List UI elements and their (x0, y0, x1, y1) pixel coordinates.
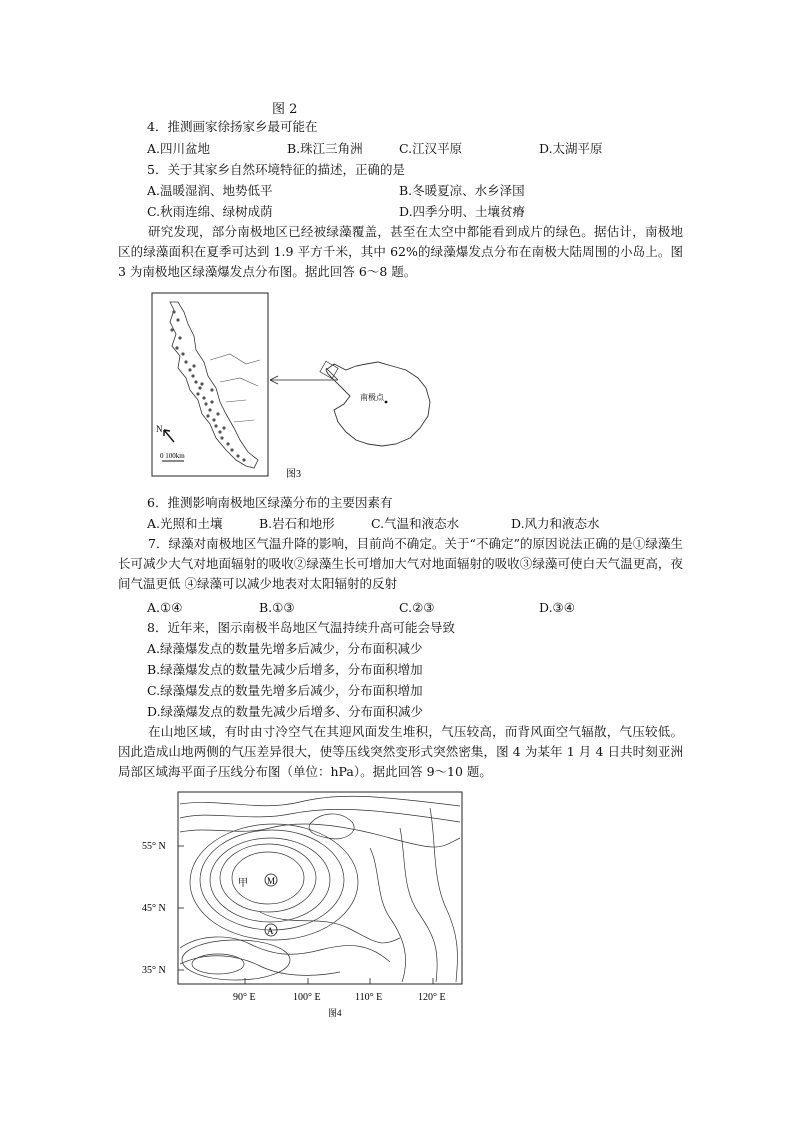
q5-stem: 5．关于其家乡自然环境特征的描述，正确的是 (147, 162, 405, 177)
q4-option-d: D.太湖平原 (539, 141, 603, 156)
fig3-peninsula-outline (170, 302, 258, 468)
fig3-locator-box (320, 361, 338, 378)
q6-option-b: B.岩石和地形 (259, 516, 335, 531)
fig2-caption: 图 2 (272, 102, 298, 117)
q8-option-d: D.绿藻爆发点的数量先减少后增多、分布面积减少 (147, 704, 424, 719)
q4-stem: 4．推测画家徐扬家乡最可能在 (147, 119, 318, 134)
q6-option-a: A.光照和土壤 (147, 516, 223, 531)
fig3-coast-detail (210, 354, 260, 422)
q8-option-a: A.绿藻爆发点的数量先增多后减少，分布面积减少 (147, 641, 423, 656)
fig3-map (150, 290, 450, 485)
q7-stem: 7．绿藻对南极地区气温升降的影响，目前尚不确定。关于“不确定”的原因说法正确的是①绿藻生长可减少大气对地面辐射的吸收②绿藻生长可增加大气对地面辐射的吸收③绿藻可使白天气温更高，夜间气温更低 ④绿藻可以减少地表对太阳辐射的反射 (118, 536, 683, 591)
q4-option-a: A.四川盆地 (147, 141, 211, 156)
fig3-bloom-points (170, 310, 245, 461)
fig3-scale-label: 0 100km (160, 452, 185, 460)
q6-stem: 6．推测影响南极地区绿藻分布的主要因素有 (147, 495, 393, 510)
fig3-antarctica-outline (326, 362, 430, 446)
passage-isobar: 在山地区域，有时由寸冷空气在其迎风面发生堆积，气压较高，而背风面空气辐散，气压较低。因此造成山地两侧的气压差异很大，使等压线突然变形式突然密集，图 4 为某年 1 月 4 日共时刻亚洲局部区域海平面子压线分布图（单位：hPa）。据此回答 9～10 题。 (118, 724, 683, 779)
fig4-lon-90: 90° E (233, 992, 256, 1003)
fig4-lon-100: 100° E (293, 992, 321, 1003)
q7-option-b: B.①③ (259, 600, 295, 615)
fig4-point-a: A (267, 926, 274, 936)
fig4-lon-110: 110° E (355, 992, 383, 1003)
q8-option-c: C.绿藻爆发点的数量先增多后减少，分布面积增加 (147, 683, 423, 698)
q7-option-a: A.①④ (147, 600, 183, 615)
q6-option-c: C.气温和液态水 (371, 516, 460, 531)
q6-option-d: D.风力和液态水 (511, 516, 600, 531)
fig3-north-label: N (156, 424, 163, 434)
fig4-frame (178, 792, 462, 984)
passage-green-algae: 研究发现，部分南极地区已经被绿藻覆盖，甚至在太空中都能看到成片的绿色。据估计，南极地区的绿藻面积在夏季可达到 1.9 平方千米，其中 62%的绿藻爆发点分布在南极大陆周围的小岛上。图 3 为南极地区绿藻爆发点分布图。据此回答 6～8 题。 (118, 224, 683, 279)
q4-option-c: C.江汉平原 (399, 141, 463, 156)
q7-option-c: C.②③ (399, 600, 435, 615)
fig3-inset-frame (152, 293, 268, 476)
fig4-isobars (180, 796, 460, 982)
fig4-isobar-map (140, 788, 480, 1028)
fig4-lat-35: 35° N (142, 965, 166, 976)
fig3-south-pole-dot (385, 401, 388, 404)
q5-option-b: B.冬暖夏凉、水乡泽国 (399, 183, 525, 198)
fig3-pole-label: 南极点 (360, 393, 384, 402)
fig4-caption: 图4 (328, 1008, 342, 1018)
fig4-lon-120: 120° E (418, 992, 446, 1003)
fig3-caption: 图3 (286, 469, 301, 480)
fig4-lat-45: 45° N (142, 903, 166, 914)
q5-option-d: D.四季分明、土壤贫瘠 (399, 204, 526, 219)
q8-stem: 8．近年来，图示南极半岛地区气温持续升高可能会导致 (147, 620, 455, 635)
q7-option-d: D.③④ (539, 600, 575, 615)
fig4-point-jia: 甲 (238, 878, 248, 889)
fig4-point-m: M (267, 876, 276, 886)
q4-option-b: B.珠江三角洲 (287, 141, 363, 156)
q5-option-a: A.温暖湿润、地势低平 (147, 183, 273, 198)
fig4-ticks (178, 846, 433, 984)
q8-option-b: B.绿藻爆发点的数量先减少后增多，分布面积增加 (147, 662, 423, 677)
fig3-north-arrow-icon (164, 430, 174, 442)
fig4-lat-55: 55° N (142, 841, 166, 852)
q5-option-c: C.秋雨连绵、绿树成荫 (147, 204, 273, 219)
